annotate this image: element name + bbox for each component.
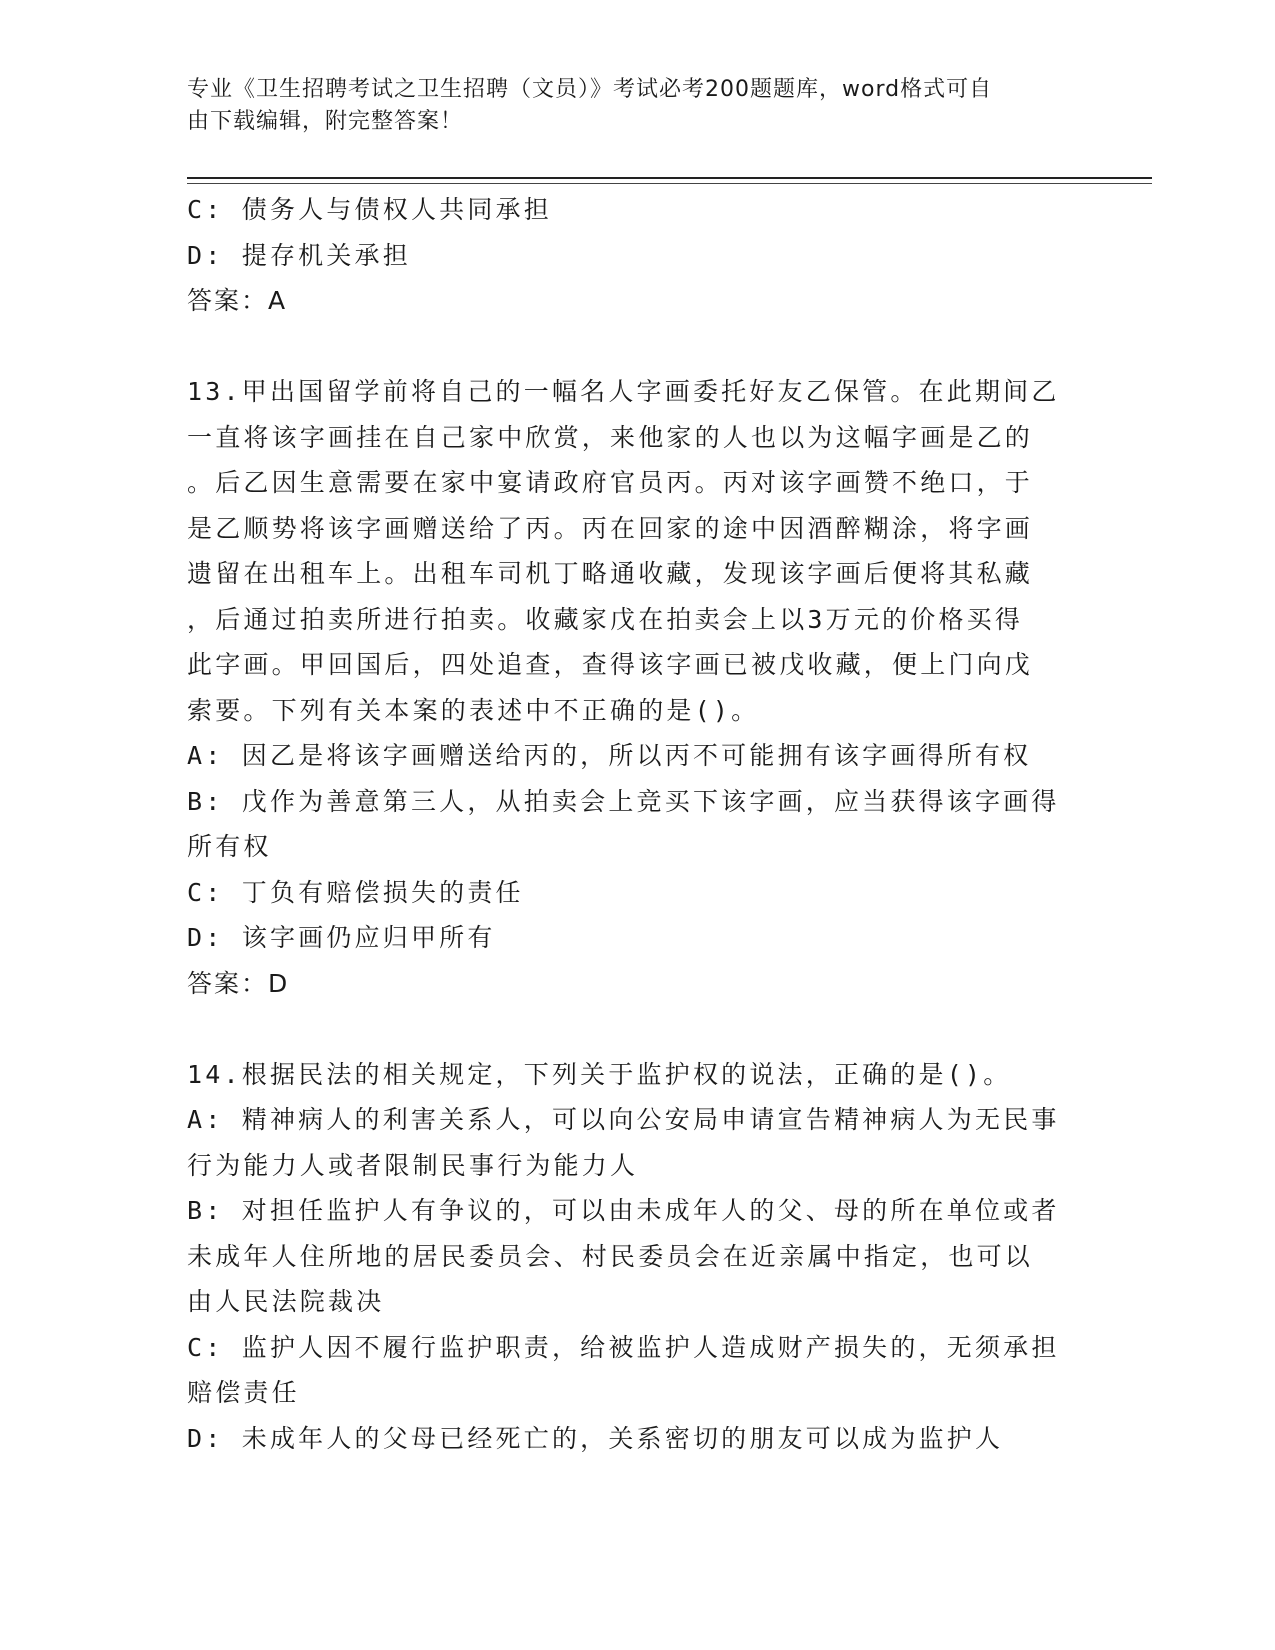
option-d: D: 提存机关承担 [187,240,411,270]
document-header [187,74,1067,138]
spacer [187,1006,1077,1052]
option-c: C: 债务人与债权人共同承担 [187,195,552,224]
option-b-continued: 所有权 [187,832,272,861]
question-14 [187,1052,1077,1462]
answer-label: 答案：A [187,286,288,315]
header-line-1: 专业《卫生招聘考试之卫生招聘（文员）》考试必考200题题库，word格式可自 [187,77,993,102]
question-stem-line: 是乙顺势将该字画赠送给了丙。丙在回家的途中因酒醉糊涂，将字画 [187,513,1034,543]
header-divider-thin [187,183,1152,184]
question-stem-line: 一直将该字画挂在自己家中欣赏，来他家的人也以为这幅字画是乙的 [187,422,1034,452]
option-a: A: 因乙是将该字画赠送给丙的，所以丙不可能拥有该字画得所有权 [187,741,1032,770]
previous-question-tail [187,187,1077,324]
option-a-continued: 行为能力人或者限制民事行为能力人 [187,1150,639,1180]
question-stem-line: ，后通过拍卖所进行拍卖。收藏家戊在拍卖会上以3万元的价格买得 [187,604,1024,634]
question-stem-line: 此字画。甲回国后，四处追查，查得该字画已被戊收藏，便上门向戊 [187,650,1034,679]
answer-label: 答案：D [187,968,290,998]
option-d: D: 该字画仍应归甲所有 [187,923,496,952]
option-b-continued: 由人民法院裁决 [187,1287,385,1316]
question-13 [187,369,1077,1006]
option-b: B: 戊作为善意第三人，从拍卖会上竞买下该字画，应当获得该字画得 [187,786,1060,816]
question-stem-line: 。后乙因生意需要在家中宴请政府官员丙。丙对该字画赞不绝口，于 [187,468,1034,497]
option-c-continued: 赔偿责任 [187,1378,300,1407]
option-c: C: 丁负有赔偿损失的责任 [187,877,524,907]
option-b: B: 对担任监护人有争议的，可以由未成年人的父、母的所在单位或者 [187,1196,1060,1225]
document-body [187,187,1077,1461]
option-c: C: 监护人因不履行监护职责，给被监护人造成财产损失的，无须承担 [187,1332,1060,1362]
option-d: D: 未成年人的父母已经死亡的，关系密切的朋友可以成为监护人 [187,1423,1004,1453]
option-b-continued: 未成年人住所地的居民委员会、村民委员会在近亲属中指定，也可以 [187,1241,1034,1271]
header-divider-thick [187,177,1152,179]
question-stem-line: 索要。下列有关本案的表述中不正确的是()。 [187,695,760,725]
question-stem-line: 遗留在出租车上。出租车司机丁略通收藏，发现该字画后便将其私藏 [187,559,1034,588]
question-stem-line: 14.根据民法的相关规定，下列关于监护权的说法，正确的是()。 [187,1059,1012,1089]
option-a: A: 精神病人的利害关系人，可以向公安局申请宣告精神病人为无民事 [187,1105,1060,1134]
question-stem-line: 13.甲出国留学前将自己的一幅名人字画委托好友乙保管。在此期间乙 [187,377,1060,406]
header-line-2: 由下载编辑，附完整答案！ [187,109,464,134]
spacer [187,324,1077,370]
